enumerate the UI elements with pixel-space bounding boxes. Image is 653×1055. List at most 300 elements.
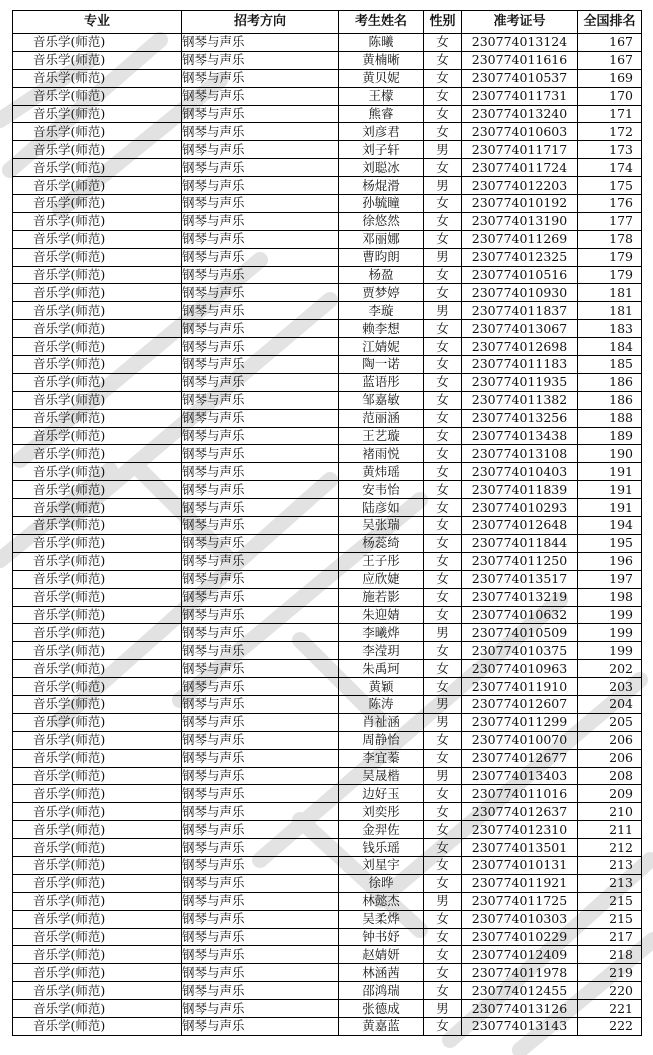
cell-rank: 189 (578, 427, 642, 445)
cell-major: 音乐学(师范) (13, 642, 182, 660)
cell-direction: 钢琴与声乐 (182, 373, 339, 391)
cell-name: 陶一诺 (339, 356, 424, 374)
cell-direction: 钢琴与声乐 (182, 266, 339, 284)
cell-name: 李璇 (339, 302, 424, 320)
table-row (13, 517, 642, 535)
table-row (13, 445, 642, 463)
cell-major: 音乐学(师范) (13, 839, 182, 857)
table-row (13, 230, 642, 248)
table-row (13, 946, 642, 964)
cell-gender: 女 (424, 910, 462, 928)
cell-gender: 女 (424, 731, 462, 749)
cell-direction: 钢琴与声乐 (182, 445, 339, 463)
cell-rank: 197 (578, 570, 642, 588)
cell-rank: 198 (578, 588, 642, 606)
cell-major: 音乐学(师范) (13, 320, 182, 338)
cell-major: 音乐学(师范) (13, 678, 182, 696)
cell-id: 230774011382 (462, 391, 578, 409)
cell-rank: 194 (578, 517, 642, 535)
table-body (13, 34, 642, 1036)
cell-major: 音乐学(师范) (13, 856, 182, 874)
cell-gender: 男 (424, 302, 462, 320)
cell-gender: 女 (424, 51, 462, 69)
cell-rank: 199 (578, 606, 642, 624)
cell-major: 音乐学(师范) (13, 803, 182, 821)
cell-direction: 钢琴与声乐 (182, 481, 339, 499)
cell-major: 音乐学(师范) (13, 409, 182, 427)
cell-gender: 男 (424, 892, 462, 910)
table-row (13, 248, 642, 266)
cell-name: 徐晔 (339, 874, 424, 892)
cell-gender: 女 (424, 463, 462, 481)
table-row (13, 391, 642, 409)
cell-name: 刘星宇 (339, 856, 424, 874)
cell-id: 230774011935 (462, 373, 578, 391)
cell-major: 音乐学(师范) (13, 660, 182, 678)
cell-id: 230774013108 (462, 445, 578, 463)
cell-gender: 男 (424, 695, 462, 713)
cell-rank: 213 (578, 874, 642, 892)
cell-major: 音乐学(师范) (13, 588, 182, 606)
cell-rank: 186 (578, 373, 642, 391)
cell-name: 陈涛 (339, 695, 424, 713)
cell-id: 230774011269 (462, 230, 578, 248)
cell-id: 230774010930 (462, 284, 578, 302)
cell-id: 230774011731 (462, 87, 578, 105)
cell-gender: 男 (424, 141, 462, 159)
cell-gender: 女 (424, 427, 462, 445)
cell-direction: 钢琴与声乐 (182, 338, 339, 356)
table-row (13, 1017, 642, 1035)
cell-id: 230774012310 (462, 821, 578, 839)
table-row (13, 678, 642, 696)
cell-gender: 女 (424, 266, 462, 284)
table-row (13, 87, 642, 105)
cell-id: 230774013517 (462, 570, 578, 588)
cell-gender: 女 (424, 481, 462, 499)
cell-direction: 钢琴与声乐 (182, 409, 339, 427)
cell-major: 音乐学(师范) (13, 87, 182, 105)
cell-direction: 钢琴与声乐 (182, 821, 339, 839)
cell-gender: 女 (424, 34, 462, 52)
cell-id: 230774010131 (462, 856, 578, 874)
cell-rank: 191 (578, 463, 642, 481)
cell-name: 刘子轩 (339, 141, 424, 159)
cell-rank: 185 (578, 356, 642, 374)
cell-id: 230774011616 (462, 51, 578, 69)
cell-major: 音乐学(师范) (13, 177, 182, 195)
cell-direction: 钢琴与声乐 (182, 588, 339, 606)
cell-name: 曹昀朗 (339, 248, 424, 266)
cell-gender: 女 (424, 606, 462, 624)
cell-rank: 181 (578, 302, 642, 320)
cell-id: 230774011921 (462, 874, 578, 892)
cell-major: 音乐学(师范) (13, 1000, 182, 1018)
cell-name: 周静怡 (339, 731, 424, 749)
cell-name: 刘聪冰 (339, 159, 424, 177)
cell-gender: 女 (424, 338, 462, 356)
cell-major: 音乐学(师范) (13, 749, 182, 767)
cell-major: 音乐学(师范) (13, 34, 182, 52)
cell-major: 音乐学(师范) (13, 517, 182, 535)
cell-direction: 钢琴与声乐 (182, 982, 339, 1000)
table-row (13, 427, 642, 445)
cell-rank: 215 (578, 892, 642, 910)
cell-major: 音乐学(师范) (13, 284, 182, 302)
cell-id: 230774012203 (462, 177, 578, 195)
table-row (13, 570, 642, 588)
cell-major: 音乐学(师范) (13, 785, 182, 803)
table-row (13, 1000, 642, 1018)
cell-gender: 男 (424, 177, 462, 195)
cell-major: 音乐学(师范) (13, 695, 182, 713)
cell-name: 陈曦 (339, 34, 424, 52)
cell-rank: 175 (578, 177, 642, 195)
cell-gender: 女 (424, 499, 462, 517)
cell-rank: 171 (578, 105, 642, 123)
cell-major: 音乐学(师范) (13, 499, 182, 517)
table-row (13, 552, 642, 570)
table-row (13, 34, 642, 52)
cell-id: 230774010537 (462, 69, 578, 87)
cell-gender: 男 (424, 713, 462, 731)
table-row (13, 141, 642, 159)
cell-id: 230774013067 (462, 320, 578, 338)
table-row (13, 338, 642, 356)
cell-gender: 女 (424, 982, 462, 1000)
cell-id: 230774013438 (462, 427, 578, 445)
cell-rank: 167 (578, 34, 642, 52)
table-row (13, 320, 642, 338)
cell-id: 230774011299 (462, 713, 578, 731)
cell-name: 钟书妤 (339, 928, 424, 946)
cell-id: 230774012455 (462, 982, 578, 1000)
cell-major: 音乐学(师范) (13, 767, 182, 785)
table-row (13, 212, 642, 230)
cell-gender: 男 (424, 248, 462, 266)
cell-name: 钱乐瑶 (339, 839, 424, 857)
table-row (13, 534, 642, 552)
cell-id: 230774011910 (462, 678, 578, 696)
cell-major: 音乐学(师范) (13, 159, 182, 177)
cell-rank: 183 (578, 320, 642, 338)
cell-direction: 钢琴与声乐 (182, 767, 339, 785)
cell-rank: 167 (578, 51, 642, 69)
cell-name: 熊睿 (339, 105, 424, 123)
cell-major: 音乐学(师范) (13, 910, 182, 928)
table-row (13, 284, 642, 302)
cell-name: 边好玉 (339, 785, 424, 803)
cell-name: 蓝语彤 (339, 373, 424, 391)
cell-name: 吴柔烨 (339, 910, 424, 928)
cell-direction: 钢琴与声乐 (182, 1000, 339, 1018)
cell-gender: 女 (424, 856, 462, 874)
cell-major: 音乐学(师范) (13, 356, 182, 374)
cell-major: 音乐学(师范) (13, 624, 182, 642)
cell-major: 音乐学(师范) (13, 427, 182, 445)
cell-direction: 钢琴与声乐 (182, 427, 339, 445)
cell-id: 230774013501 (462, 839, 578, 857)
cell-direction: 钢琴与声乐 (182, 517, 339, 535)
cell-name: 林涵茜 (339, 964, 424, 982)
cell-rank: 202 (578, 660, 642, 678)
cell-name: 杨蕊绮 (339, 534, 424, 552)
cell-direction: 钢琴与声乐 (182, 856, 339, 874)
table-row (13, 821, 642, 839)
table-row (13, 463, 642, 481)
cell-major: 音乐学(师范) (13, 821, 182, 839)
cell-rank: 181 (578, 284, 642, 302)
cell-major: 音乐学(师范) (13, 302, 182, 320)
table-row (13, 767, 642, 785)
cell-major: 音乐学(师范) (13, 982, 182, 1000)
cell-id: 230774011016 (462, 785, 578, 803)
cell-rank: 179 (578, 248, 642, 266)
cell-gender: 女 (424, 1017, 462, 1035)
table-row (13, 356, 642, 374)
cell-direction: 钢琴与声乐 (182, 695, 339, 713)
cell-id: 230774011725 (462, 892, 578, 910)
cell-direction: 钢琴与声乐 (182, 123, 339, 141)
cell-rank: 206 (578, 749, 642, 767)
cell-name: 王子彤 (339, 552, 424, 570)
cell-id: 230774010632 (462, 606, 578, 624)
table-row (13, 588, 642, 606)
cell-rank: 210 (578, 803, 642, 821)
cell-direction: 钢琴与声乐 (182, 248, 339, 266)
table-row (13, 803, 642, 821)
cell-id: 230774011724 (462, 159, 578, 177)
cell-direction: 钢琴与声乐 (182, 964, 339, 982)
cell-major: 音乐学(师范) (13, 964, 182, 982)
cell-name: 黄嘉蓝 (339, 1017, 424, 1035)
cell-name: 应欣婕 (339, 570, 424, 588)
cell-direction: 钢琴与声乐 (182, 391, 339, 409)
cell-direction: 钢琴与声乐 (182, 570, 339, 588)
cell-rank: 199 (578, 624, 642, 642)
cell-id: 230774010293 (462, 499, 578, 517)
cell-rank: 218 (578, 946, 642, 964)
cell-major: 音乐学(师范) (13, 391, 182, 409)
cell-major: 音乐学(师范) (13, 338, 182, 356)
cell-name: 刘彦君 (339, 123, 424, 141)
cell-direction: 钢琴与声乐 (182, 660, 339, 678)
cell-direction: 钢琴与声乐 (182, 731, 339, 749)
cell-name: 江婧妮 (339, 338, 424, 356)
cell-gender: 女 (424, 517, 462, 535)
table-row (13, 373, 642, 391)
cell-name: 李曦烨 (339, 624, 424, 642)
cell-gender: 女 (424, 69, 462, 87)
cell-id: 230774013126 (462, 1000, 578, 1018)
cell-major: 音乐学(师范) (13, 51, 182, 69)
cell-gender: 女 (424, 284, 462, 302)
cell-gender: 女 (424, 373, 462, 391)
cell-name: 李滢玥 (339, 642, 424, 660)
header-gender: 性别 (424, 11, 462, 34)
cell-gender: 女 (424, 839, 462, 857)
cell-name: 赵婧妍 (339, 946, 424, 964)
cell-gender: 女 (424, 195, 462, 213)
cell-name: 邹嘉敏 (339, 391, 424, 409)
cell-id: 230774012677 (462, 749, 578, 767)
cell-gender: 女 (424, 356, 462, 374)
cell-gender: 女 (424, 803, 462, 821)
cell-major: 音乐学(师范) (13, 105, 182, 123)
cell-name: 邓丽娜 (339, 230, 424, 248)
cell-name: 黄颖 (339, 678, 424, 696)
cell-direction: 钢琴与声乐 (182, 1017, 339, 1035)
cell-id: 230774010192 (462, 195, 578, 213)
cell-direction: 钢琴与声乐 (182, 159, 339, 177)
cell-gender: 女 (424, 320, 462, 338)
cell-rank: 186 (578, 391, 642, 409)
cell-major: 音乐学(师范) (13, 212, 182, 230)
cell-rank: 178 (578, 230, 642, 248)
cell-id: 230774012648 (462, 517, 578, 535)
cell-direction: 钢琴与声乐 (182, 803, 339, 821)
cell-rank: 213 (578, 856, 642, 874)
header-row (13, 11, 642, 34)
cell-rank: 169 (578, 69, 642, 87)
cell-gender: 女 (424, 409, 462, 427)
table-row (13, 105, 642, 123)
cell-direction: 钢琴与声乐 (182, 195, 339, 213)
cell-rank: 215 (578, 910, 642, 928)
cell-gender: 女 (424, 964, 462, 982)
cell-major: 音乐学(师范) (13, 481, 182, 499)
header-exam-id: 准考证号 (462, 11, 578, 34)
cell-name: 张德成 (339, 1000, 424, 1018)
cell-gender: 女 (424, 230, 462, 248)
table-row (13, 856, 642, 874)
cell-rank: 196 (578, 552, 642, 570)
cell-direction: 钢琴与声乐 (182, 34, 339, 52)
cell-name: 孙毓瞳 (339, 195, 424, 213)
cell-rank: 170 (578, 87, 642, 105)
table-row (13, 266, 642, 284)
table-row (13, 159, 642, 177)
cell-gender: 女 (424, 212, 462, 230)
cell-rank: 177 (578, 212, 642, 230)
cell-direction: 钢琴与声乐 (182, 463, 339, 481)
cell-direction: 钢琴与声乐 (182, 302, 339, 320)
cell-gender: 女 (424, 534, 462, 552)
header-direction: 招考方向 (182, 11, 339, 34)
cell-rank: 176 (578, 195, 642, 213)
cell-id: 230774011837 (462, 302, 578, 320)
cell-name: 朱迎婧 (339, 606, 424, 624)
cell-direction: 钢琴与声乐 (182, 678, 339, 696)
cell-direction: 钢琴与声乐 (182, 69, 339, 87)
cell-direction: 钢琴与声乐 (182, 212, 339, 230)
table-row (13, 195, 642, 213)
cell-id: 230774012409 (462, 946, 578, 964)
cell-direction: 钢琴与声乐 (182, 874, 339, 892)
table-row (13, 624, 642, 642)
header-name: 考生姓名 (339, 11, 424, 34)
cell-rank: 217 (578, 928, 642, 946)
cell-id: 230774010070 (462, 731, 578, 749)
cell-major: 音乐学(师范) (13, 141, 182, 159)
table-row (13, 51, 642, 69)
cell-name: 刘奕彤 (339, 803, 424, 821)
table-row (13, 123, 642, 141)
cell-id: 230774010375 (462, 642, 578, 660)
cell-direction: 钢琴与声乐 (182, 642, 339, 660)
cell-id: 230774012325 (462, 248, 578, 266)
cell-direction: 钢琴与声乐 (182, 499, 339, 517)
cell-direction: 钢琴与声乐 (182, 624, 339, 642)
cell-name: 吴张瑞 (339, 517, 424, 535)
cell-id: 230774011978 (462, 964, 578, 982)
cell-gender: 女 (424, 821, 462, 839)
cell-name: 杨焜滑 (339, 177, 424, 195)
cell-name: 黄贝妮 (339, 69, 424, 87)
cell-direction: 钢琴与声乐 (182, 928, 339, 946)
ranking-sheet (12, 10, 642, 1036)
cell-major: 音乐学(师范) (13, 606, 182, 624)
cell-gender: 女 (424, 874, 462, 892)
cell-rank: 195 (578, 534, 642, 552)
table-row (13, 785, 642, 803)
table-row (13, 302, 642, 320)
cell-name: 肖祉涵 (339, 713, 424, 731)
cell-major: 音乐学(师范) (13, 266, 182, 284)
table-row (13, 499, 642, 517)
cell-direction: 钢琴与声乐 (182, 320, 339, 338)
cell-rank: 172 (578, 123, 642, 141)
cell-major: 音乐学(师范) (13, 69, 182, 87)
cell-gender: 女 (424, 87, 462, 105)
ranking-table (12, 10, 642, 1036)
table-row (13, 481, 642, 499)
cell-gender: 女 (424, 785, 462, 803)
table-row (13, 69, 642, 87)
cell-rank: 191 (578, 481, 642, 499)
cell-direction: 钢琴与声乐 (182, 534, 339, 552)
cell-direction: 钢琴与声乐 (182, 105, 339, 123)
cell-name: 李宜蓁 (339, 749, 424, 767)
cell-gender: 女 (424, 678, 462, 696)
cell-direction: 钢琴与声乐 (182, 892, 339, 910)
cell-gender: 女 (424, 391, 462, 409)
cell-id: 230774011844 (462, 534, 578, 552)
cell-id: 230774011717 (462, 141, 578, 159)
cell-name: 林懿杰 (339, 892, 424, 910)
table-row (13, 177, 642, 195)
cell-rank: 205 (578, 713, 642, 731)
cell-gender: 女 (424, 749, 462, 767)
cell-gender: 男 (424, 1000, 462, 1018)
cell-id: 230774010603 (462, 123, 578, 141)
cell-gender: 女 (424, 642, 462, 660)
cell-id: 230774011250 (462, 552, 578, 570)
cell-rank: 184 (578, 338, 642, 356)
cell-direction: 钢琴与声乐 (182, 839, 339, 857)
cell-gender: 女 (424, 570, 462, 588)
cell-name: 杨盈 (339, 266, 424, 284)
cell-direction: 钢琴与声乐 (182, 87, 339, 105)
cell-id: 230774013240 (462, 105, 578, 123)
cell-id: 230774011183 (462, 356, 578, 374)
cell-rank: 212 (578, 839, 642, 857)
table-header (13, 11, 642, 34)
cell-rank: 191 (578, 499, 642, 517)
cell-rank: 199 (578, 642, 642, 660)
cell-rank: 209 (578, 785, 642, 803)
cell-rank: 222 (578, 1017, 642, 1035)
